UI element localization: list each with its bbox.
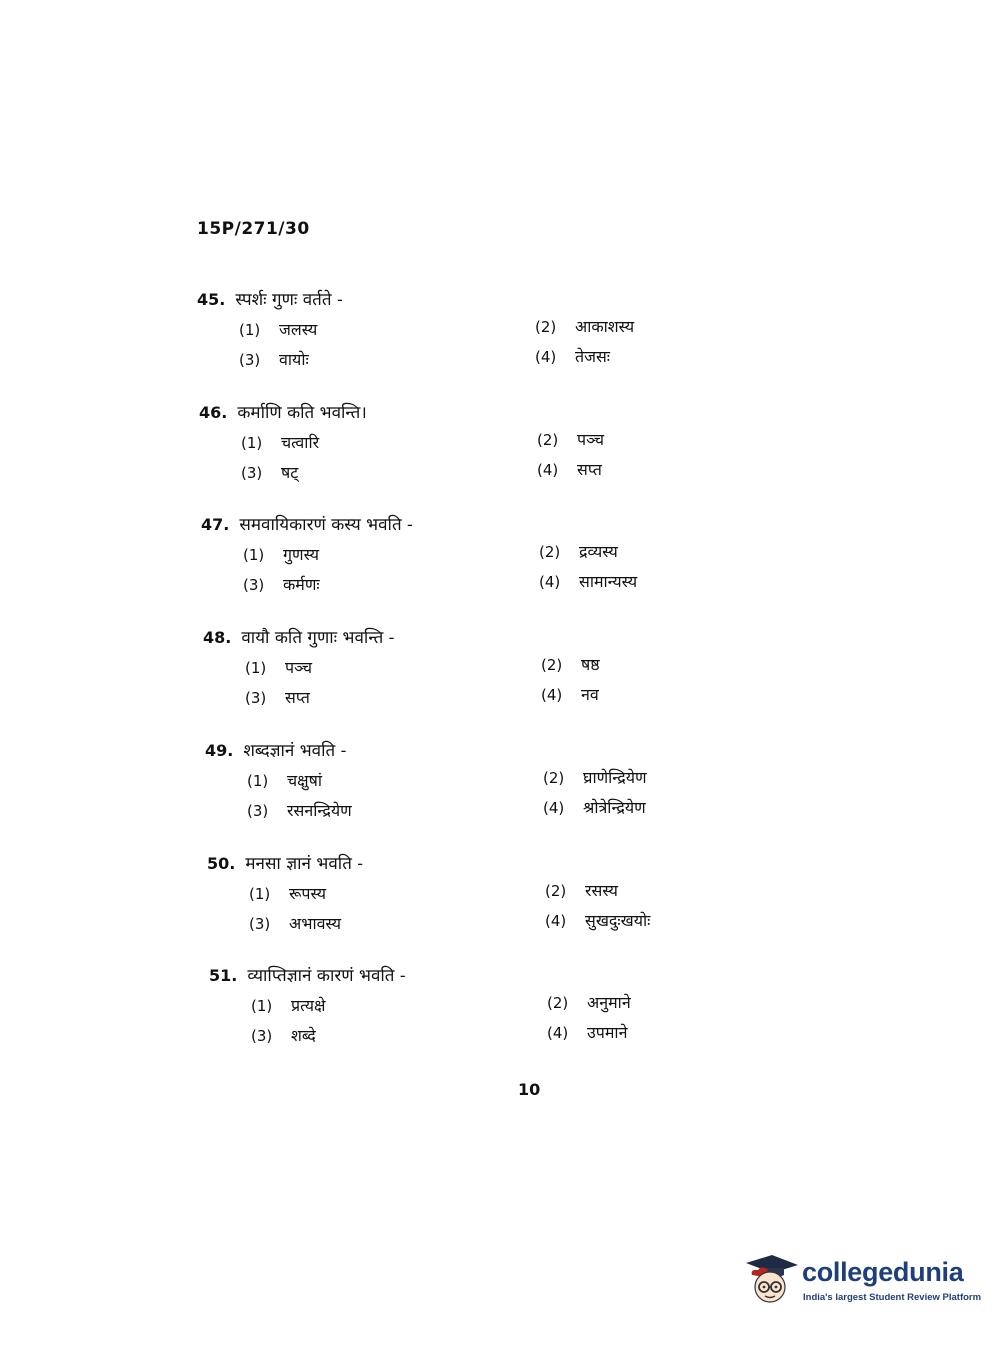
option-3: [239, 348, 309, 370]
question-text: स्पर्शः गुणः वर्तते -: [235, 290, 343, 310]
option-text: कर्मणः: [283, 575, 320, 594]
option-1: [239, 318, 317, 340]
option-text: द्रव्यस्य: [579, 542, 618, 561]
option-3: [251, 1024, 316, 1046]
option-number: (4): [537, 461, 559, 479]
option-text: पञ्च: [285, 658, 313, 677]
option-number: (2): [543, 769, 565, 787]
question-number: 47.: [201, 515, 230, 534]
option-number: (2): [547, 994, 569, 1012]
option-text: पञ्च: [577, 430, 605, 449]
option-number: (4): [539, 573, 561, 591]
student-face-graduation-cap-icon: [742, 1251, 800, 1309]
option-text: तेजसः: [575, 347, 611, 366]
option-1: [247, 769, 322, 791]
option-2: [547, 991, 631, 1013]
option-number: (3): [241, 464, 263, 482]
option-text: नव: [581, 685, 599, 704]
option-text: वायोः: [279, 350, 309, 369]
option-number: (3): [243, 576, 265, 594]
option-1: [243, 543, 319, 565]
option-text: चत्वारि: [281, 433, 320, 452]
option-number: (4): [543, 799, 565, 817]
option-number: (4): [547, 1024, 569, 1042]
question-number: 48.: [203, 628, 232, 647]
question-text: वायौ कति गुणाः भवन्ति -: [241, 628, 395, 648]
option-1: [251, 994, 326, 1016]
option-text: षट्: [281, 463, 299, 482]
option-number: (1): [241, 434, 263, 452]
option-number: (2): [545, 882, 567, 900]
option-4: [543, 796, 646, 818]
option-3: [245, 686, 310, 708]
question-text: समवायिकारणं कस्य भवति -: [239, 515, 413, 535]
option-1: [249, 882, 326, 904]
question-48: [203, 625, 843, 725]
question-45: [197, 287, 837, 387]
option-text: गुणस्य: [283, 545, 320, 564]
question-51: [209, 963, 849, 1063]
question-number: 46.: [199, 403, 228, 422]
question-number: 45.: [197, 290, 226, 309]
option-number: (1): [247, 772, 269, 790]
option-text: रसनन्द्रियेण: [287, 801, 352, 820]
option-number: (4): [541, 686, 563, 704]
option-number: (2): [537, 431, 559, 449]
question-number: 49.: [205, 741, 234, 760]
option-text: सप्त: [577, 460, 602, 479]
question-number: 51.: [209, 966, 238, 985]
option-3: [243, 573, 320, 595]
option-text: रूपस्य: [289, 884, 327, 903]
option-text: घ्राणेन्द्रियेण: [583, 768, 647, 787]
question-number: 50.: [207, 854, 236, 873]
option-number: (4): [545, 912, 567, 930]
option-2: [535, 315, 634, 337]
option-text: आकाशस्य: [575, 317, 635, 336]
option-text: सामान्यस्य: [579, 572, 638, 591]
option-text: श्रोत्रेन्द्रियेण: [583, 798, 646, 817]
paper-code: 15P/271/30: [197, 219, 310, 239]
option-4: [541, 683, 599, 705]
option-1: [241, 431, 319, 453]
question-50: [207, 851, 847, 951]
option-text: षष्ठ: [581, 655, 600, 674]
option-text: सुखदुःखयोः: [585, 911, 651, 930]
collegedunia-watermark: [742, 1251, 982, 1313]
brand-tagline: India's largest Student Review Platform: [803, 1292, 982, 1303]
option-text: अभावस्य: [289, 914, 342, 933]
option-number: (2): [539, 543, 561, 561]
question-46: [199, 400, 839, 500]
option-4: [539, 570, 637, 592]
option-1: [245, 656, 312, 678]
page-number: 10: [518, 1080, 541, 1099]
question-stem: [199, 400, 367, 423]
option-number: (3): [247, 802, 269, 820]
option-text: शब्दे: [291, 1026, 316, 1045]
option-number: (2): [541, 656, 563, 674]
option-4: [545, 909, 650, 931]
option-number: (1): [239, 321, 261, 339]
question-stem: [207, 851, 363, 874]
option-4: [537, 458, 602, 480]
option-text: जलस्य: [279, 320, 318, 339]
option-number: (3): [249, 915, 271, 933]
option-2: [543, 766, 647, 788]
question-47: [201, 512, 841, 612]
option-number: (3): [251, 1027, 273, 1045]
option-number: (1): [249, 885, 271, 903]
option-number: (3): [239, 351, 261, 369]
option-text: सप्त: [285, 688, 310, 707]
option-3: [247, 799, 352, 821]
question-text: शब्दज्ञानं भवति -: [243, 741, 347, 761]
option-text: उपमाने: [587, 1023, 628, 1042]
question-text: मनसा ज्ञानं भवति -: [245, 854, 364, 874]
option-2: [537, 428, 604, 450]
option-text: प्रत्यक्षे: [291, 996, 326, 1015]
option-4: [535, 345, 610, 367]
option-3: [249, 912, 341, 934]
option-3: [241, 461, 298, 483]
question-text: कर्माणि कति भवन्ति।: [237, 403, 367, 423]
option-2: [545, 879, 618, 901]
option-number: (1): [245, 659, 267, 677]
option-number: (3): [245, 689, 267, 707]
question-stem: [203, 625, 394, 648]
question-49: [205, 738, 845, 838]
option-text: अनुमाने: [587, 993, 631, 1012]
option-number: (1): [243, 546, 265, 564]
brand-name: collegedunia: [802, 1257, 964, 1287]
option-number: (4): [535, 348, 557, 366]
option-text: रसस्य: [585, 881, 618, 900]
option-text: चक्षुषां: [287, 771, 323, 790]
option-4: [547, 1021, 627, 1043]
question-stem: [205, 738, 346, 761]
option-number: (1): [251, 997, 273, 1015]
option-2: [539, 540, 618, 562]
question-stem: [201, 512, 413, 535]
option-2: [541, 653, 600, 675]
question-text: व्याप्तिज्ञानं कारणं भवति -: [247, 966, 406, 986]
question-stem: [197, 287, 343, 310]
question-stem: [209, 963, 406, 986]
option-number: (2): [535, 318, 557, 336]
